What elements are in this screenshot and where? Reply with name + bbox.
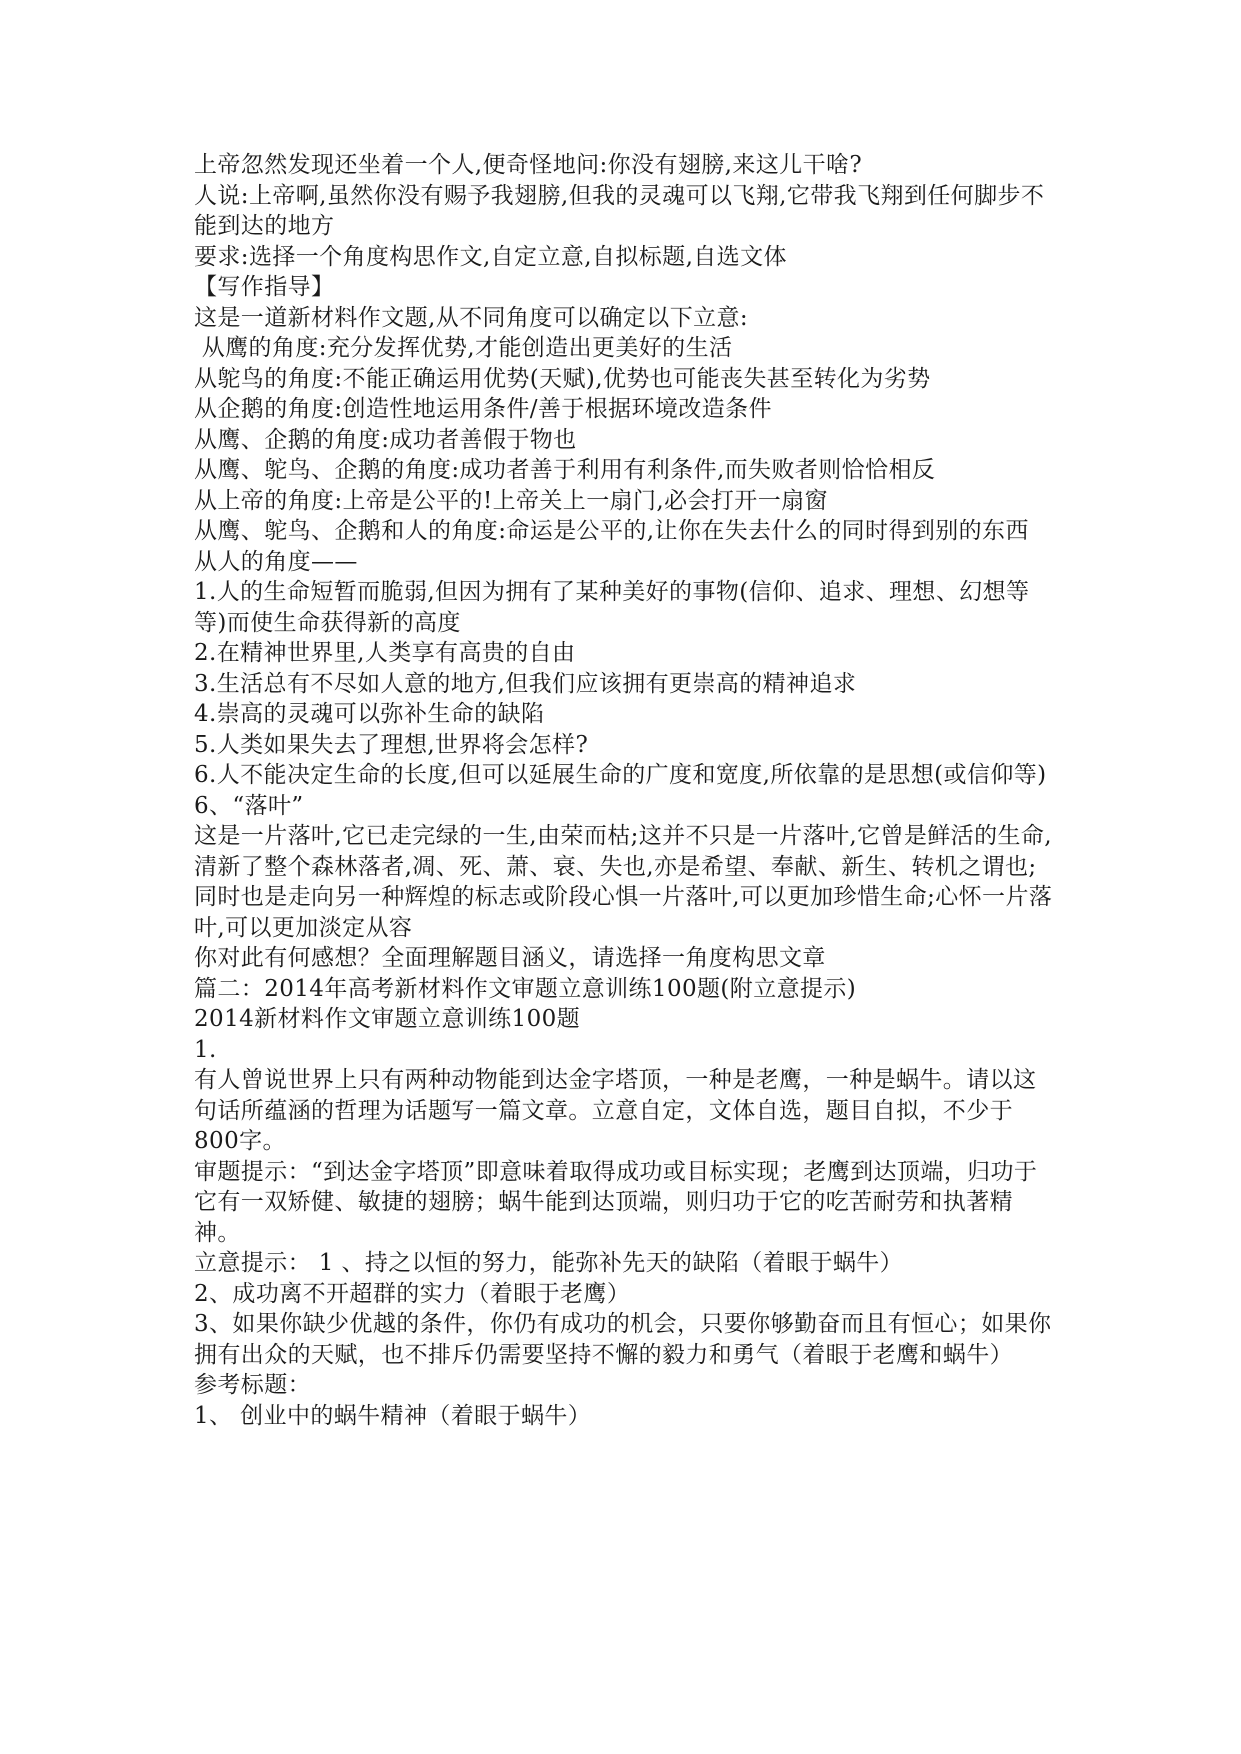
text-line: 你对此有何感想？全面理解题目涵义，请选择一角度构思文章	[194, 945, 826, 971]
list-item: 3.生活总有不尽如人意的地方,但我们应该拥有更崇高的精神追求	[194, 670, 857, 697]
list-item: 2、成功离不开超群的实力（着眼于老鹰）	[194, 1280, 631, 1307]
text-line: 这是一道新材料作文题,从不同角度可以确定以下立意:	[194, 304, 749, 331]
text-line: 审题提示：“到达金字塔顶”即意味着取得成功或目标实现；老鹰到达顶端，归功于它有一双矫健、敏捷的翅膀；蜗牛能到达顶端，则归功于它的吃苦耐劳和执著精神。	[194, 1158, 1038, 1246]
section-heading: 篇二：2014年高考新材料作文审题立意训练100题(附立意提示)	[194, 975, 857, 1002]
section-heading: 【写作指导】	[194, 274, 335, 300]
text-line: 从鹰、鸵鸟、企鹅的角度:成功者善于利用有利条件,而失败者则恰恰相反	[194, 457, 936, 483]
text-line: 有人曾说世界上只有两种动物能到达金字塔顶，一种是老鹰，一种是蜗牛。请以这句话所蕴涵的哲理为话题写一篇文章。立意自定，文体自选，题目自拟，不少于800字。	[194, 1067, 1037, 1154]
list-item: 2.在精神世界里,人类享有高贵的自由	[194, 640, 576, 666]
list-item: 5.人类如果失去了理想,世界将会怎样?	[194, 731, 589, 758]
text-line: 1.	[194, 1036, 217, 1063]
list-item: 3、如果你缺少优越的条件，你仍有成功的机会，只要你够勤奋而且有恒心；如果你拥有出众的天赋，也不排斥仍需要坚持不懈的毅力和勇气（着眼于老鹰和蜗牛）	[194, 1311, 1052, 1368]
text-line: 从鹰、鸵鸟、企鹅和人的角度:命运是公平的,让你在失去什么的同时得到别的东西 从人的角度——	[194, 518, 1045, 575]
text-line: 从企鹅的角度:创造性地运用条件/善于根据环境改造条件	[194, 396, 772, 422]
section-heading: 2014新材料作文审题立意训练100题	[194, 1006, 581, 1032]
list-item: 1、 创业中的蜗牛精神（着眼于蜗牛）	[194, 1402, 592, 1429]
list-item: 1.人的生命短暂而脆弱,但因为拥有了某种美好的事物(信仰、追求、理想、幻想等等)而使生命获得新的高度	[194, 579, 1030, 636]
document-body	[194, 150, 1054, 1431]
text-line: 上帝忽然发现还坐着一个人,便奇怪地问:你没有翅膀,来这儿干啥?	[194, 152, 863, 178]
text-line: 这是一片落叶,它已走完绿的一生,由荣而枯;这并不只是一片落叶,它曾是鲜活的生命,清新了整个森林落者,凋、死、萧、衰、失也,亦是希望、奉献、新生、转机之谓也;同时也是走向另一种辉煌的标志或阶段心惧一片落叶,可以更加珍惜生命;心怀一片落叶,可以更加淡定从容	[194, 823, 1053, 941]
text-line: 立意提示： 1 、持之以恒的努力，能弥补先天的缺陷（着眼于蜗牛）	[194, 1250, 904, 1276]
text-line: 6、“落叶”	[194, 792, 304, 819]
text-line: 从鹰、企鹅的角度:成功者善假于物也	[194, 426, 577, 453]
text-line: 从上帝的角度:上帝是公平的!上帝关上一扇门,必会打开一扇窗	[194, 487, 828, 514]
list-item: 4.崇高的灵魂可以弥补生命的缺陷	[194, 701, 545, 727]
text-line: 参考标题：	[194, 1372, 311, 1398]
list-item: 6.人不能决定生命的长度,但可以延展生命的广度和宽度,所依靠的是思想(或信仰等)	[194, 762, 1047, 788]
text-line: 从鹰的角度:充分发挥优势,才能创造出更美好的生活	[194, 335, 733, 361]
text-line: 从鸵鸟的角度:不能正确运用优势(天赋),优势也可能丧失甚至转化为劣势	[194, 365, 931, 392]
text-line: 要求:选择一个角度构思作文,自定立意,自拟标题,自选文体	[194, 243, 787, 270]
text-line: 人说:上帝啊,虽然你没有赐予我翅膀,但我的灵魂可以飞翔,它带我飞翔到任何脚步不能到达的地方	[194, 182, 1045, 239]
